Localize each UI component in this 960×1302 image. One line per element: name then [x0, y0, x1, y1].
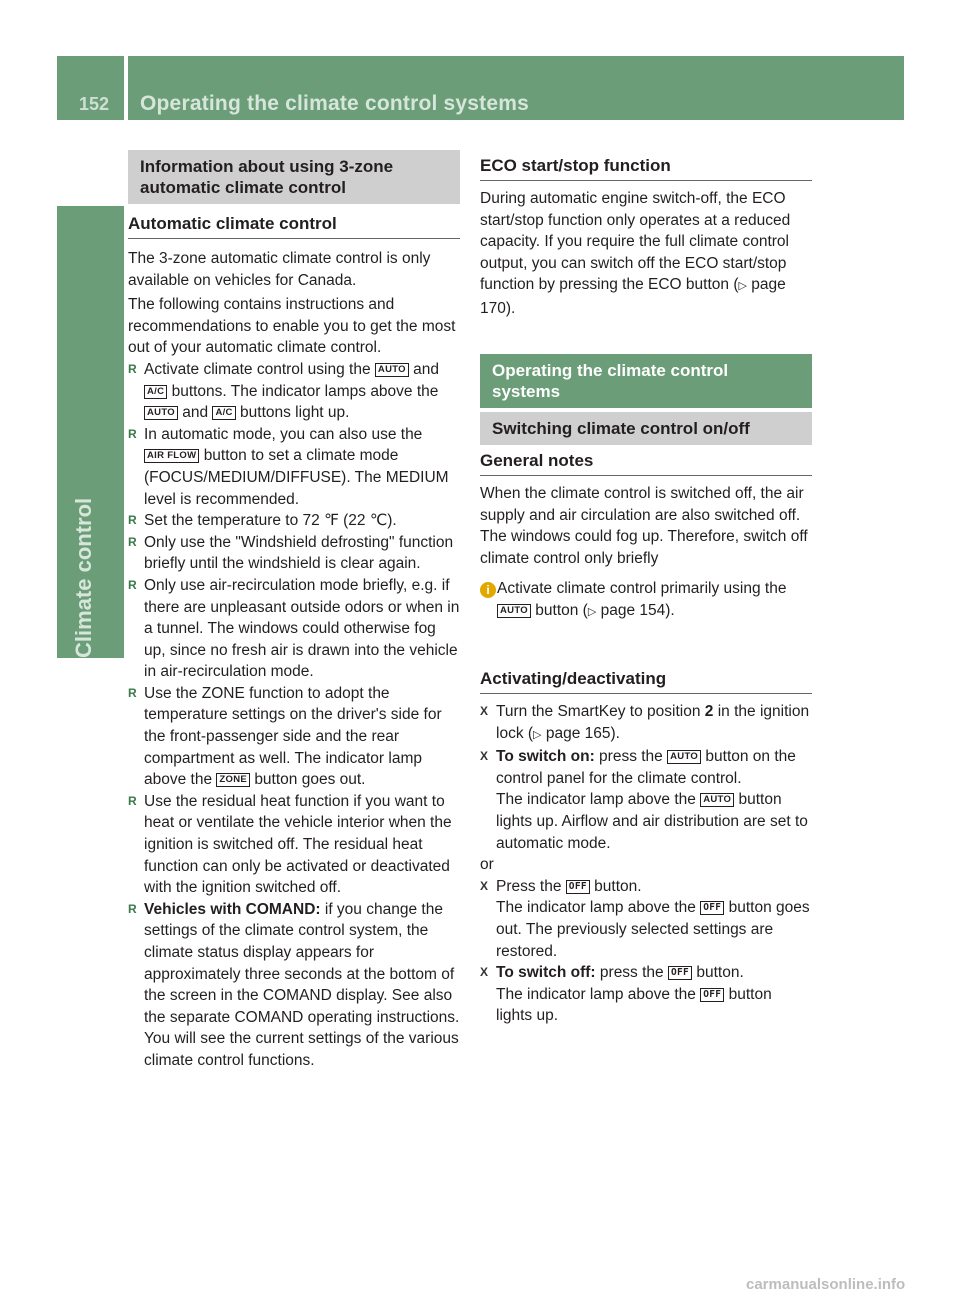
list-item: R Vehicles with COMAND: if you change the settings of the climate control system, the climate status display appears for approximately three seconds at the bottom of the screen in the COMAND display. See also the separate COMAND operating instructions. You will see the current settings of the various climate control functions.: [128, 900, 460, 1069]
section-box: [480, 412, 812, 445]
page-ref-icon: ▷: [533, 728, 542, 741]
left-body: [128, 248, 460, 1072]
bullet-icon: R: [128, 577, 137, 592]
section-title-line2: systems: [492, 382, 561, 401]
subsection-heading: Automatic climate control: [128, 214, 460, 239]
section-box: [128, 150, 460, 204]
steps: [480, 701, 812, 1027]
page-number-box: [57, 56, 124, 120]
step-arrow-icon: X: [480, 878, 489, 893]
section-title-line2: automatic climate control: [140, 178, 346, 197]
auto-key-icon: AUTO: [700, 793, 734, 807]
auto-key-icon: AUTO: [144, 406, 178, 420]
bullet-icon: R: [128, 513, 137, 528]
watermark: carmanualsonline.info: [746, 1276, 906, 1293]
bullet-icon: R: [128, 426, 137, 441]
step-item: X To switch on: press the AUTO button on the control panel for the climate control. The indicator lamp above the AUTO button lights up. Airflow and air distribution are set to automatic mode.: [480, 748, 808, 852]
paragraph: The following contains instructions and recommendations to enable you to get the most out of your automatic climate control.: [128, 296, 456, 357]
chapter-label: Climate control: [71, 497, 96, 658]
activating-heading: Activating/deactivating: [480, 669, 812, 694]
page-title: Operating the climate control systems: [140, 92, 530, 115]
list-item: R Activate climate control using the AUTO and A/C buttons. The indicator lamps above the AUTO and A/C buttons light up.: [128, 360, 440, 422]
page-ref-icon: ▷: [587, 605, 597, 618]
step-item: X Press the OFF button. The indicator lamp above the OFF button goes out. The previously selected settings are restored.: [480, 877, 810, 960]
section-title: Switching climate control on/off: [492, 419, 750, 438]
bullet-icon: R: [128, 793, 137, 808]
off-key-icon: OFF: [566, 880, 590, 894]
ac-key-icon: A/C: [212, 406, 235, 420]
list-item: R In automatic mode, you can also use the AIR FLOW button to set a climate mode (FOCUS/MEDIUM/DIFFUSE). The MEDIUM level is recommended.: [128, 425, 449, 508]
list-item: R Use the ZONE function to adopt the temperature settings on the driver's side for the front-passenger side and the rear compartment as well. The indicator lamp above the ZONE button goes out.: [128, 684, 442, 789]
auto-key-icon: AUTO: [667, 750, 701, 764]
paragraph: When the climate control is switched off, the air supply and air circulation are also switched off. The windows could fog up. Therefore, switch off climate control only briefly: [480, 485, 808, 567]
bullet-icon: R: [128, 534, 137, 549]
off-key-icon: OFF: [700, 988, 724, 1002]
eco-heading: ECO start/stop function: [480, 156, 812, 181]
section-title-line1: Information about using 3-zone: [140, 157, 394, 176]
auto-key-icon: AUTO: [497, 604, 531, 618]
paragraph: During automatic engine switch-off, the ECO start/stop function only operates at a reduced capacity. If you require the full climate control output, you can switch off the ECO start/stop function by pressing the ECO button (▷ page 170).: [480, 190, 791, 317]
step-arrow-icon: X: [480, 749, 489, 764]
page-ref-icon: ▷: [738, 280, 747, 293]
info-note: i Activate climate control primarily using the AUTO button (▷ page 154).: [480, 578, 812, 623]
ac-key-icon: A/C: [144, 385, 167, 399]
auto-key-icon: AUTO: [375, 363, 409, 377]
paragraph: The 3-zone automatic climate control is only available on vehicles for Canada.: [128, 250, 431, 289]
eco-body: [480, 188, 812, 320]
off-key-icon: OFF: [668, 966, 692, 980]
page-number: 152: [79, 94, 110, 114]
page-header: [128, 56, 904, 120]
list-item: R Only use the "Windshield defrosting" function briefly until the windshield is clear again.: [128, 533, 454, 573]
general-notes-heading: General notes: [480, 451, 812, 476]
step-arrow-icon: X: [480, 965, 489, 980]
general-body: [480, 483, 812, 624]
off-key-icon: OFF: [700, 901, 724, 915]
list-item: R Only use air-recirculation mode briefly, e.g. if there are unpleasant outside odors or when in a tunnel. The windows could otherwise fog up, since no fresh air is drawn into the vehicle in air-recirculation mode.: [128, 576, 460, 681]
bullet-icon: R: [128, 901, 137, 916]
airflow-key-icon: AIR FLOW: [144, 449, 199, 463]
step-arrow-icon: X: [480, 704, 489, 718]
bullet-icon: R: [128, 361, 137, 376]
list-item: R Set the temperature to 72 ℉ (22 ℃).: [128, 510, 460, 532]
list-item: R Use the residual heat function if you want to heat or ventilate the vehicle interior when the ignition is switched off. The residual heat function can only be activated or deactivated with the ignition switched off.: [128, 792, 452, 897]
section-box-green: [480, 354, 812, 408]
or-text: or: [480, 856, 494, 874]
zone-key-icon: ZONE: [216, 773, 250, 787]
info-icon: i: [480, 582, 496, 598]
chapter-tab: [57, 206, 124, 658]
step-item: X Turn the SmartKey to position 2 in the ignition lock (▷ page 165).: [480, 703, 810, 742]
bullet-icon: R: [128, 685, 137, 700]
step-item: X To switch off: press the OFF button. The indicator lamp above the OFF button lights up.: [480, 964, 772, 1025]
section-title-line1: Operating the climate control: [492, 361, 729, 380]
